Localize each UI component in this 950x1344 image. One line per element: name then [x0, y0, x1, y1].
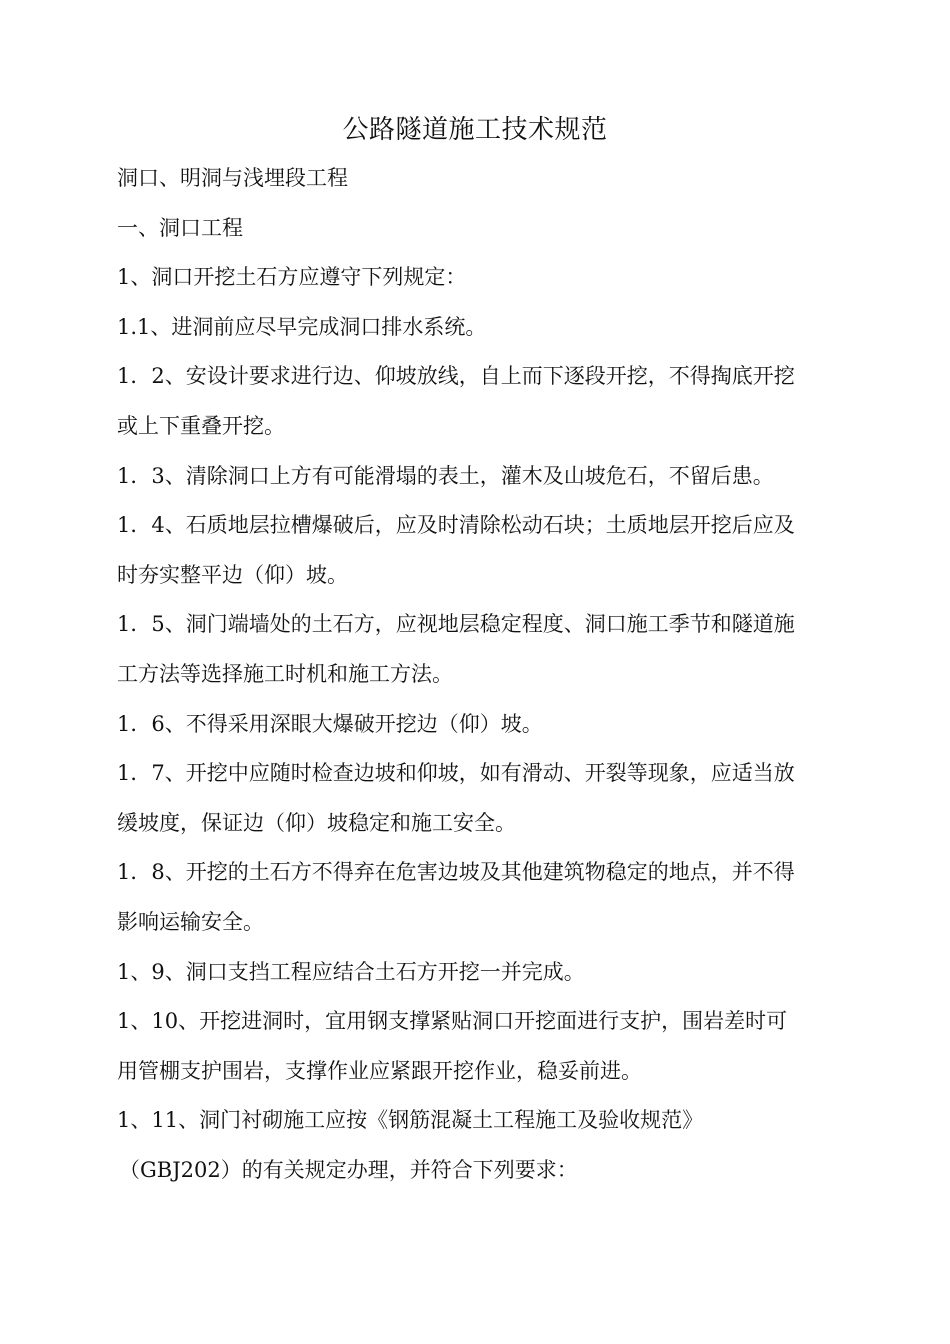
paragraph-line: 1．3、清除洞口上方有可能滑塌的表土，灌木及山坡危石，不留后患。	[117, 463, 774, 488]
paragraph-line: 用管棚支护围岩，支撑作业应紧跟开挖作业，稳妥前进。	[117, 1058, 642, 1083]
subsection-heading: 一、洞口工程	[117, 215, 243, 240]
paragraph-line: 1．5、洞门端墙处的土石方，应视地层稳定程度、洞口施工季节和隧道施	[117, 612, 795, 637]
paragraph-line: 或上下重叠开挖。	[117, 413, 285, 438]
paragraph-line: 1．8、开挖的土石方不得弃在危害边坡及其他建筑物稳定的地点，并不得	[117, 860, 795, 885]
paragraph-line: 工方法等选择施工时机和施工方法。	[117, 661, 453, 686]
paragraph-line: 1．6、不得采用深眼大爆破开挖边（仰）坡。	[117, 711, 543, 736]
paragraph-line: 时夯实整平边（仰）坡。	[117, 562, 348, 587]
paragraph-line: 1、11、洞门衬砌施工应按《钢筋混凝土工程施工及验收规范》	[117, 1108, 704, 1133]
section-heading: 洞口、明洞与浅埋段工程	[117, 166, 348, 190]
document-body	[117, 154, 837, 1195]
paragraph-line: 1、9、洞口支挡工程应结合土石方开挖一并完成。	[117, 959, 585, 984]
paragraph-line: （GBJ202）的有关规定办理，并符合下列要求：	[119, 1157, 578, 1182]
paragraph-line: 1.1、进洞前应尽早完成洞口排水系统。	[117, 314, 487, 339]
paragraph-line: 影响运输安全。	[117, 909, 264, 934]
document-title: 公路隧道施工技术规范	[342, 115, 608, 145]
paragraph-line: 1、10、开挖进洞时，宜用钢支撑紧贴洞口开挖面进行支护，围岩差时可	[117, 1009, 788, 1034]
paragraph-line: 1．7、开挖中应随时检查边坡和仰坡，如有滑动、开裂等现象，应适当放	[117, 761, 795, 786]
paragraph-line: 1．2、安设计要求进行边、仰坡放线，自上而下逐段开挖，不得掏底开挖	[117, 364, 795, 389]
clause-heading: 1、洞口开挖土石方应遵守下列规定：	[117, 265, 467, 290]
paragraph-line: 1．4、石质地层拉槽爆破后，应及时清除松动石块；土质地层开挖后应及	[117, 513, 795, 538]
paragraph-line: 缓坡度，保证边（仰）坡稳定和施工安全。	[117, 810, 516, 835]
